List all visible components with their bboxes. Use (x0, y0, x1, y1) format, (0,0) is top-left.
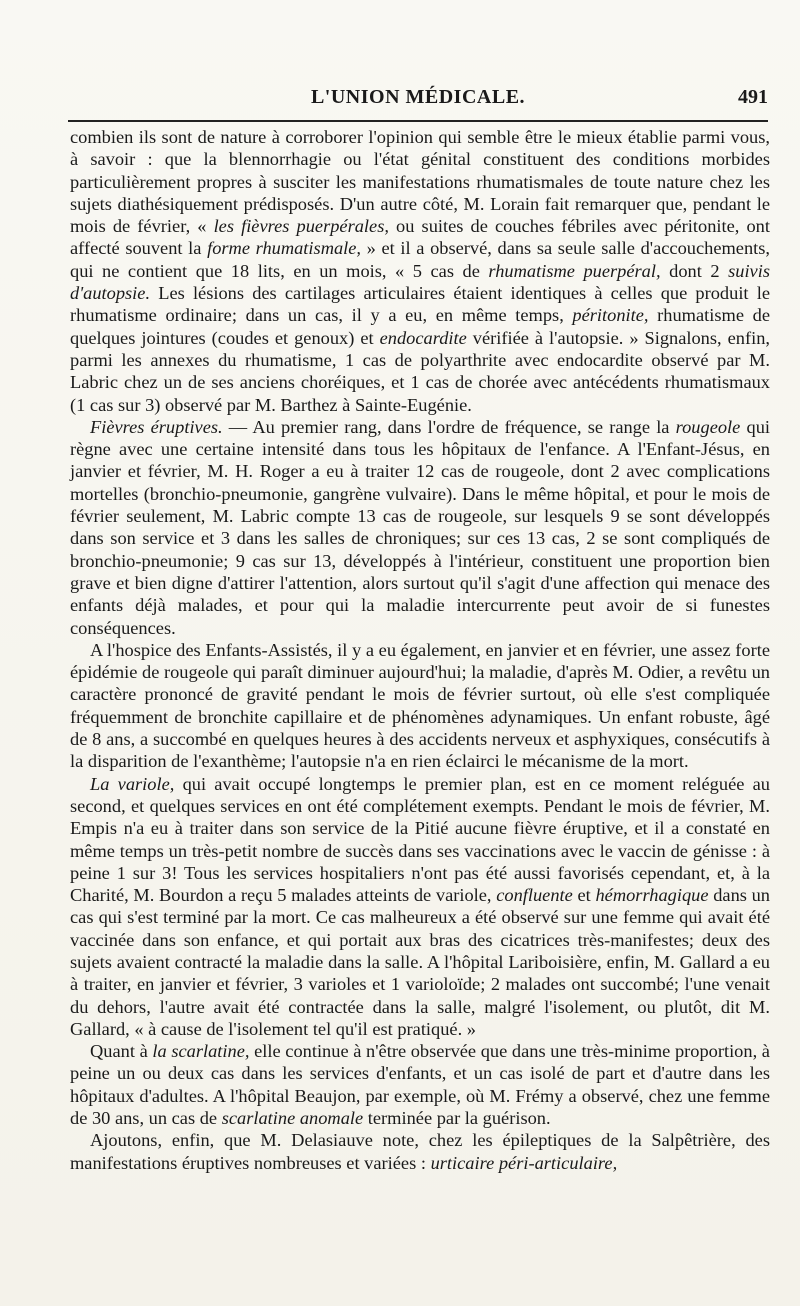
text-run: Les lésions des cartilages articulaires étaient identiques à celles que produit le rhumatisme ordinaire; dans un cas, il y a eu, en même temps, (70, 283, 770, 326)
text-run: Quant à (90, 1041, 153, 1062)
italic-run: scarlatine anomale (221, 1108, 364, 1129)
italic-run: rougeole (675, 416, 741, 437)
italic-run: forme rhumatismale, (207, 238, 362, 259)
header-rule (68, 120, 768, 122)
article-body (70, 126, 770, 1174)
italic-run: péritonite, (572, 305, 649, 326)
italic-run: La variole, (90, 773, 175, 794)
text-run: — Au premier rang, dans l'ordre de fréquence, se range la (222, 416, 676, 437)
text-run: elle continue à n'être observée que dans une très-minime proportion, à peine un ou deux cas dans les services d'enfants, et un cas isolé de part et d'autre dans les hôpitaux d'adultes. A l'hôpital Beaujon, par exemple, où M. Frémy a observé, chez une femme de 30 ans, un cas de (70, 1041, 770, 1129)
text-run: qui avait occupé longtemps le premier plan, est en ce moment reléguée au second, et quelques services en ont été complétement exempts. Pendant le mois de février, M. Empis n'a eu à traiter dans son service de la Pitié aucune fièvre éruptive, et il a constaté en même temps un très-petit nombre de succès dans ses vaccinations avec le vaccin de génisse : à peine 1 sur 3! Tous les services hospitaliers n'ont pas été aussi favorisés cependant, et, à la Charité, M. Bourdon a reçu 5 malades atteints de variole, (70, 773, 770, 906)
text-run: combien ils sont de nature à corroborer l'opinion qui semble être le mieux établie parmi vous, à savoir : que la blennorrhagie ou l'état génital constituent des conditions morbides particulièrement propres à susciter les manifestations rhumatismales de toute nature chez les sujets diathésiquement prédisposés. D'un autre côté, M. Lorain fait remarquer que, pendant le mois de février, « (70, 127, 770, 237)
paragraph (70, 1040, 770, 1129)
text-run: rhumatisme de quelques jointures (coudes et genoux) et (70, 305, 770, 348)
text-run: terminée par la guérison. (363, 1108, 551, 1129)
italic-run: les fièvres puerpérales, (213, 216, 389, 237)
text-run: qui règne avec une certaine intensité dans tous les hôpitaux de l'enfance. A l'Enfant-Jésus, en janvier et février, M. H. Roger a eu à traiter 12 cas de rougeole, dont 2 avec complications mortelles (bronchio-pneumonie, gangrène vulvaire). Dans le même hôpital, et pour le mois de février seulement, M. Labric compte 13 cas de rougeole, sur lesquels 9 se sont développés dans son service et 3 dans les salles de chroniques; sur ces 13 cas, 2 se sont compliqués de bronchio-pneumonie; 9 cas sur 13, développés à l'intérieur, constituent une proportion bien grave et bien digne d'attirer l'attention, alors surtout qu'il s'agit d'une affection qui menace des enfants déjà malades, et pour qui la maladie intercurrente peut avoir de si funestes conséquences. (70, 416, 770, 638)
italic-run: suivis d'autopsie. (70, 260, 770, 304)
italic-run: hémorrhagique (595, 885, 709, 906)
italic-run: confluente (496, 885, 573, 906)
running-title: L'UNION MÉDICALE. (310, 86, 526, 108)
paragraph (70, 416, 770, 639)
text-run: vérifiée à l'autopsie. » Signalons, enfin, parmi les annexes du rhumatisme, 1 cas de polyarthrite avec endocardite observé par M. Labric chez un de ses anciens choréiques, et 1 cas de chorée avec antécédents rhumatismaux (1 cas sur 3) observé par M. Barthez à Sainte-Eugénie. (70, 327, 770, 415)
text-run: et (572, 885, 596, 906)
italic-run: Fièvres éruptives. (90, 416, 223, 437)
text-run: ou suites de couches fébriles avec péritonite, ont affecté souvent la (70, 216, 770, 259)
italic-run: rhumatisme puerpéral, (488, 260, 661, 281)
text-run: A l'hospice des Enfants-Assistés, il y a eu également, en janvier et en février, une assez forte épidémie de rougeole qui paraît diminuer aujourd'hui; la maladie, d'après M. Odier, a revêtu un caractère prononcé de gravité pendant le mois de février surtout, où elle s'est compliquée fréquemment de bronchite capillaire et de phénomènes adynamiques. Un enfant robuste, âgé de 8 ans, a succombé en quelques heures à des accidents nerveux et asphyxiques, consécutifs à la disparition de l'exanthème; l'autopsie n'a en rien éclairci le mécanisme de la mort. (70, 639, 770, 772)
text-run: dans un cas qui s'est terminé par la mort. Ce cas malheureux a été observé sur une femme qui avait été vaccinée dans son enfance, et qui portait aux bras des cicatrices très-manifestes; deux des sujets avaient contracté la maladie dans la salle. A l'hôpital Lariboisière, enfin, M. Gallard a eu à traiter, en janvier et février, 3 varioles et 1 varioloïde; 2 malades ont succombé; l'une venait du dehors, l'autre avait été contractée dans la salle, malgré l'isolement, ou plutôt, dit M. Gallard, « à cause de l'isolement tel qu'il est pratiqué. » (70, 885, 771, 1039)
italic-run: endocardite (379, 327, 467, 348)
paragraph (70, 639, 770, 773)
italic-run: la scarlatine, (152, 1041, 250, 1062)
paragraph (70, 126, 770, 416)
paragraph (70, 1129, 770, 1174)
text-run: » et il a observé, dans sa seule salle d'accouchements, qui ne contient que 18 lits, en un mois, « 5 cas de (70, 238, 771, 281)
paragraph (70, 773, 770, 1041)
page-header (68, 84, 768, 116)
page-number: 491 (738, 86, 768, 108)
italic-run: urticaire péri-articulaire, (430, 1152, 618, 1173)
text-run: dont 2 (660, 260, 729, 281)
text-run: Ajoutons, enfin, que M. Delasiauve note, chez les épileptiques de la Salpêtrière, des manifestations éruptives nombreuses et variées : (70, 1130, 770, 1173)
